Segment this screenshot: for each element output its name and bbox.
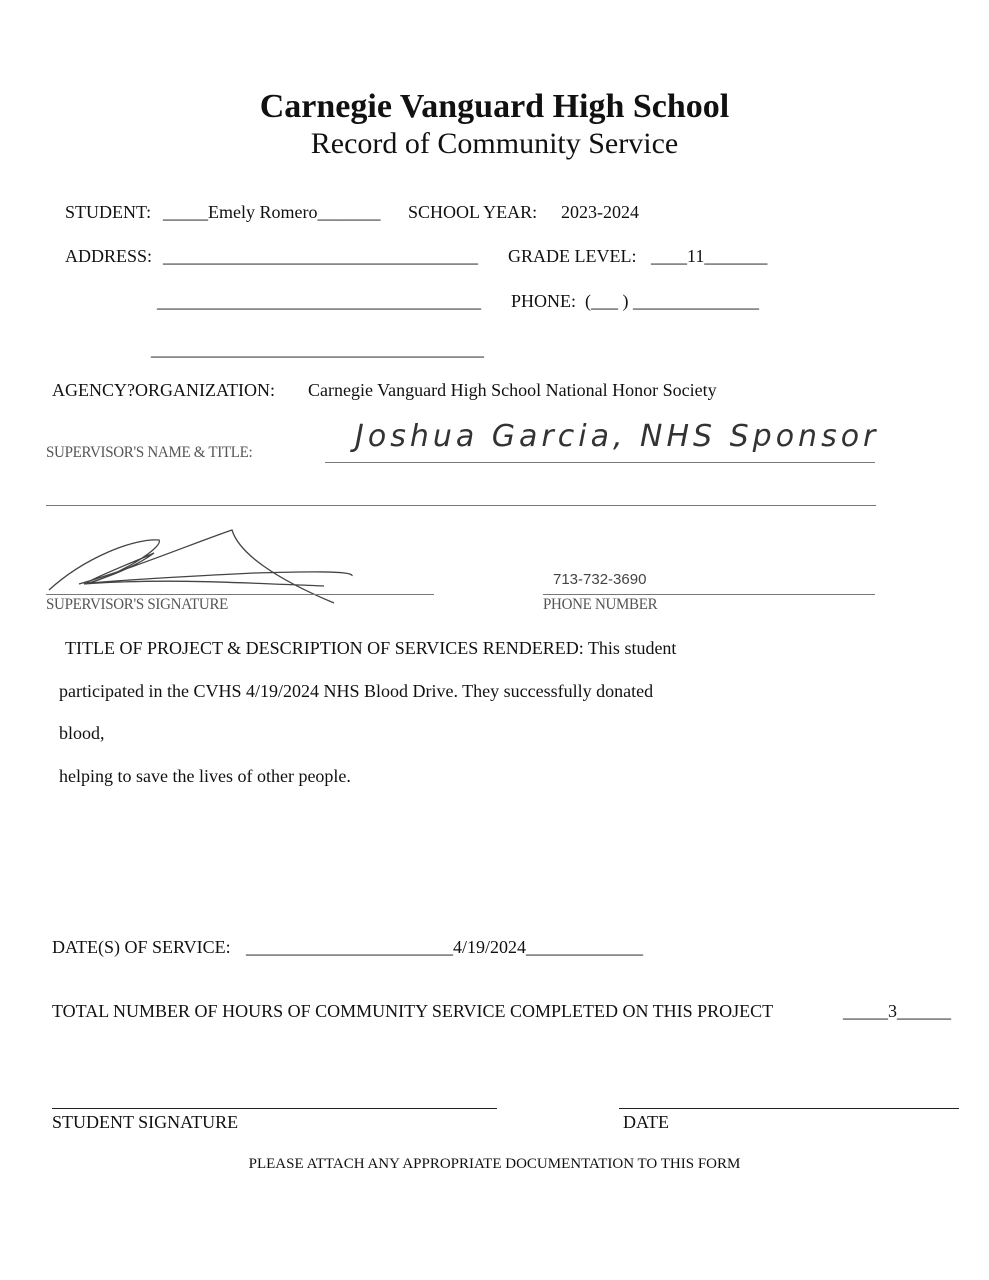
school-name: Carnegie Vanguard High School [259,88,730,125]
phone-label: PHONE: [511,291,577,311]
student-label: STUDENT: [65,202,152,222]
student-name-field[interactable]: _____Emely Romero_______ [163,202,381,222]
address-line-3[interactable]: _____________________________________ [151,339,484,359]
supervisor-phone-label: PHONE NUMBER [543,596,658,614]
project-description-line: blood, [59,723,105,743]
total-hours-field[interactable]: _____3______ [843,1001,951,1021]
supervisor-signature-label: SUPERVISOR'S SIGNATURE [46,596,229,614]
supervisor-phone[interactable]: 713-732-3690 [553,571,647,588]
grade-level-field[interactable]: ____11_______ [651,246,768,266]
date-label: DATE [623,1112,669,1132]
grade-level-label: GRADE LEVEL: [508,246,637,266]
supervisor-name-handwritten[interactable]: Joshua Garcia, NHS Sponsor [355,419,880,454]
project-description-line: participated in the CVHS 4/19/2024 NHS Blood Drive. They successfully donated [59,681,654,701]
date-signature-line[interactable] [619,1108,959,1109]
address-label: ADDRESS: [65,246,153,266]
agency-label: AGENCY?ORGANIZATION: [52,380,275,400]
address-line-2[interactable]: ____________________________________ [157,291,481,311]
date-of-service-field[interactable]: _______________________4/19/2024_____________ [246,937,644,957]
blank-line [46,505,876,506]
phone-field[interactable]: (___ ) ______________ [585,291,759,311]
address-line-1[interactable]: ___________________________________ [163,246,478,266]
supervisor-name-label: SUPERVISOR'S NAME & TITLE: [46,444,253,462]
student-signature-line[interactable] [52,1108,497,1109]
school-year-field[interactable]: 2023-2024 [561,202,639,222]
date-of-service-label: DATE(S) OF SERVICE: [52,937,231,957]
total-hours-label: TOTAL NUMBER OF HOURS OF COMMUNITY SERVICE COMPLETED ON THIS PROJECT [52,1001,774,1021]
form-title: Record of Community Service [310,127,679,160]
school-year-label: SCHOOL YEAR: [408,202,538,222]
student-signature-label: STUDENT SIGNATURE [52,1112,239,1132]
project-description-line: TITLE OF PROJECT & DESCRIPTION OF SERVICES RENDERED: This student [65,638,677,658]
attach-documentation-note: PLEASE ATTACH ANY APPROPRIATE DOCUMENTATION TO THIS FORM [248,1156,741,1172]
agency-field[interactable]: Carnegie Vanguard High School National Honor Society [308,380,717,400]
project-description-line: helping to save the lives of other people. [59,766,351,786]
